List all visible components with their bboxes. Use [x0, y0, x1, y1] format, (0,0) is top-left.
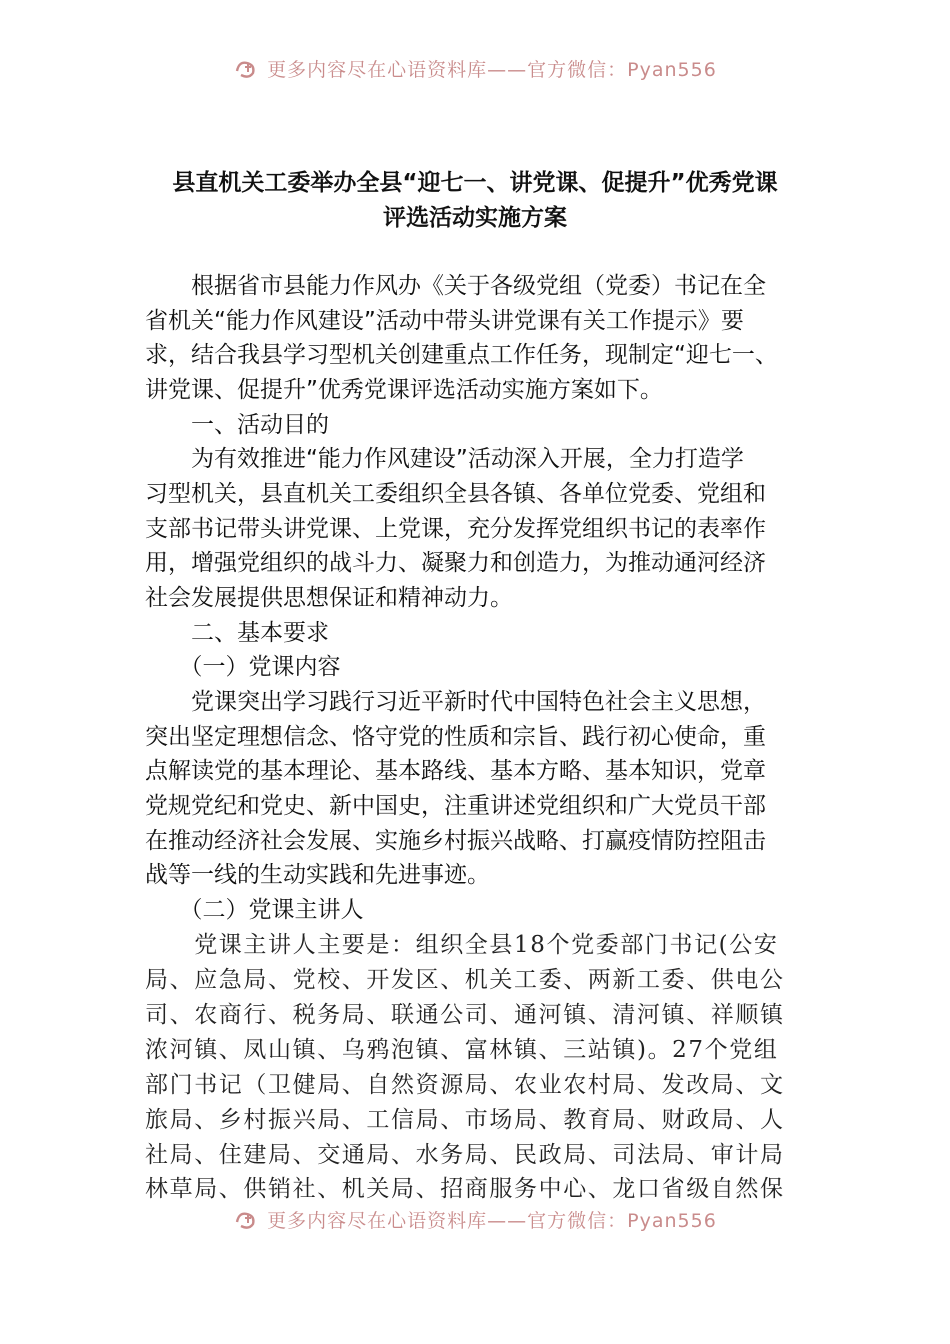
section-heading: 二、基本要求: [145, 620, 329, 646]
subsection-heading: （一）党课内容: [145, 654, 341, 680]
body-line: 根据省市县能力作风办《关于各级党组（党委）书记在全: [145, 273, 766, 299]
logo-icon: [233, 1208, 261, 1235]
body-line: 在推动经济社会发展、实施乡村振兴战略、打赢疫情防控阻击: [145, 828, 766, 854]
body-line: 用，增强党组织的战斗力、凝聚力和创造力，为推动通河经济: [145, 550, 766, 576]
body-line: 社会发展提供思想保证和精神动力。: [145, 585, 513, 611]
body-line: 局、应急局、党校、开发区、机关工委、两新工委、供电公: [145, 967, 785, 993]
document-title-line-1: 县直机关工委举办全县“迎七一、讲党课、促提升”优秀党课: [172, 170, 778, 196]
body-line: 浓河镇、凤山镇、乌鸦泡镇、富林镇、三站镇)。27个党组: [145, 1037, 779, 1063]
body-line: 支部书记带头讲党课、上党课，充分发挥党组织书记的表率作: [145, 516, 766, 542]
subsection-heading: （二）党课主讲人: [145, 897, 364, 923]
body-line: 林草局、供销社、机关局、招商服务中心、龙口省级自然保: [145, 1176, 785, 1202]
body-line: 党课主讲人主要是：组织全县18个党委部门书记(公安: [145, 932, 779, 958]
body-line: 为有效推进“能力作风建设”活动深入开展，全力打造学: [145, 446, 744, 472]
watermark-top: [0, 55, 950, 85]
logo-icon: [233, 57, 261, 84]
body-line: 省机关“能力作风建设”活动中带头讲党课有关工作提示》要: [145, 308, 744, 334]
body-line: 点解读党的基本理论、基本路线、基本方略、基本知识，党章: [145, 758, 766, 784]
body-line: 党规党纪和党史、新中国史，注重讲述党组织和广大党员干部: [145, 793, 766, 819]
body-line: 社局、住建局、交通局、水务局、民政局、司法局、审计局: [145, 1142, 785, 1168]
watermark-text: 更多内容尽在心语资料库——官方微信：Pyan556: [267, 1210, 717, 1232]
body-line: 司、农商行、税务局、联通公司、通河镇、清河镇、祥顺镇: [145, 1002, 785, 1028]
watermark-bottom: [0, 1206, 950, 1236]
document-title-line-2: 评选活动实施方案: [383, 205, 567, 231]
body-line: 习型机关，县直机关工委组织全县各镇、各单位党委、党组和: [145, 481, 766, 507]
body-line: 旅局、乡村振兴局、工信局、市场局、教育局、财政局、人: [145, 1107, 785, 1133]
watermark-text: 更多内容尽在心语资料库——官方微信：Pyan556: [267, 59, 717, 81]
body-line: 突出坚定理想信念、恪守党的性质和宗旨、践行初心使命，重: [145, 724, 766, 750]
body-line: 求，结合我县学习型机关创建重点工作任务，现制定“迎七一、: [145, 342, 778, 368]
body-line: 战等一线的生动实践和先进事迹。: [145, 862, 490, 888]
section-heading: 一、活动目的: [145, 412, 329, 438]
body-line: 党课突出学习践行习近平新时代中国特色社会主义思想，: [145, 689, 766, 715]
body-line: 讲党课、促提升”优秀党课评选活动实施方案如下。: [145, 377, 663, 403]
body-line: 部门书记（卫健局、自然资源局、农业农村局、发改局、文: [145, 1072, 785, 1098]
